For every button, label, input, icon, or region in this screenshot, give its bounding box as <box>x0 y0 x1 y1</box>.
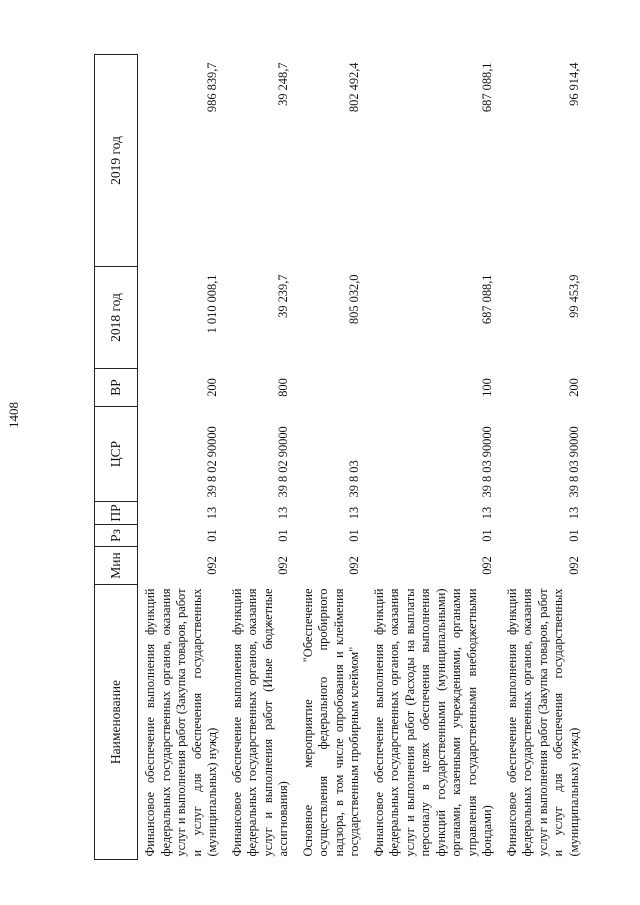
cell-pr: 13 <box>276 506 290 520</box>
header-2019: 2019 год <box>95 55 138 267</box>
cell-2018: 99 453,9 <box>566 274 581 318</box>
cell-2018: 1 010 008,1 <box>205 274 219 334</box>
rotated-table-container <box>94 55 622 860</box>
table-row <box>500 55 587 860</box>
cell-pr: 13 <box>566 506 581 520</box>
cell-csr: 39 8 03 90000 <box>566 426 581 498</box>
table-row <box>138 55 225 860</box>
cell-2018: 39 239,7 <box>276 274 290 318</box>
table-header-row <box>95 55 138 860</box>
header-rz: Рз <box>95 525 138 547</box>
cell-min: 092 <box>566 556 581 575</box>
header-pr: ПР <box>95 502 138 525</box>
budget-table <box>94 54 586 860</box>
cell-min: 092 <box>347 556 361 575</box>
table-row <box>296 55 367 860</box>
cell-min: 092 <box>480 556 494 575</box>
cell-rz: 01 <box>276 529 290 542</box>
header-name: Наименование <box>95 585 138 860</box>
cell-pr: 13 <box>480 506 494 520</box>
header-2018: 2018 год <box>95 267 138 369</box>
header-min: Мин <box>95 547 138 585</box>
cell-2019: 39 248,7 <box>276 62 290 106</box>
cell-rz: 01 <box>566 529 581 542</box>
cell-csr: 39 8 02 90000 <box>276 426 290 498</box>
cell-name: Финансовое обеспечение выполнения функций федеральных государственных органов, оказания услуг и выполнения работ (Закупка товаров, работ и услуг для обеспечения государственных (муниципальных) нужд) <box>504 588 581 857</box>
cell-rz: 01 <box>480 529 494 542</box>
cell-csr: 39 8 03 <box>347 460 361 498</box>
table-row <box>225 55 296 860</box>
cell-vr: 200 <box>205 378 219 397</box>
cell-min: 092 <box>276 556 290 575</box>
cell-vr: 100 <box>480 378 494 397</box>
cell-2018: 687 088,1 <box>480 274 494 325</box>
cell-2019: 802 492,4 <box>347 62 361 113</box>
cell-name: Финансовое обеспечение выполнения функций федеральных государственных органов, оказания услуг и выполнения работ (Иные бюджетные ассигнования) <box>229 588 290 857</box>
cell-2019: 986 839,7 <box>205 62 219 113</box>
cell-vr: 800 <box>276 378 290 397</box>
cell-min: 092 <box>205 556 219 575</box>
cell-name: Основное мероприятие "Обеспечение осуществления федерального пробирного надзора, в том числе опробования и клеймения государственным пробирным клеймом" <box>300 588 361 857</box>
header-vr: ВР <box>95 369 138 407</box>
table-row <box>367 55 500 860</box>
cell-2018: 805 032,0 <box>347 274 361 325</box>
cell-pr: 13 <box>205 506 219 520</box>
cell-csr: 39 8 02 90000 <box>205 426 219 498</box>
cell-vr <box>296 369 367 407</box>
cell-rz: 01 <box>347 529 361 542</box>
header-csr: ЦСР <box>95 407 138 502</box>
cell-name: Финансовое обеспечение выполнения функций федеральных государственных органов, оказания услуг и выполнения работ (Закупка товаров, работ и услуг для обеспечения государственных (муниципальных) нужд) <box>143 588 219 857</box>
cell-pr: 13 <box>347 506 361 520</box>
cell-csr: 39 8 03 90000 <box>480 426 494 498</box>
cell-2019: 96 914,4 <box>566 62 581 106</box>
cell-rz: 01 <box>205 529 219 542</box>
cell-name: Финансовое обеспечение выполнения функций федеральных государственных органов, оказания услуг и выполнения работ (Расходы на выплаты персоналу в целях обеспечения выполнения функций государственными (муниципальными) органами, казенными учреждениями, органами управления государственными внебюджетными фондами) <box>371 588 494 857</box>
cell-2019: 687 088,1 <box>480 62 494 113</box>
cell-vr: 200 <box>566 378 581 397</box>
page-number: 1408 <box>6 402 21 428</box>
